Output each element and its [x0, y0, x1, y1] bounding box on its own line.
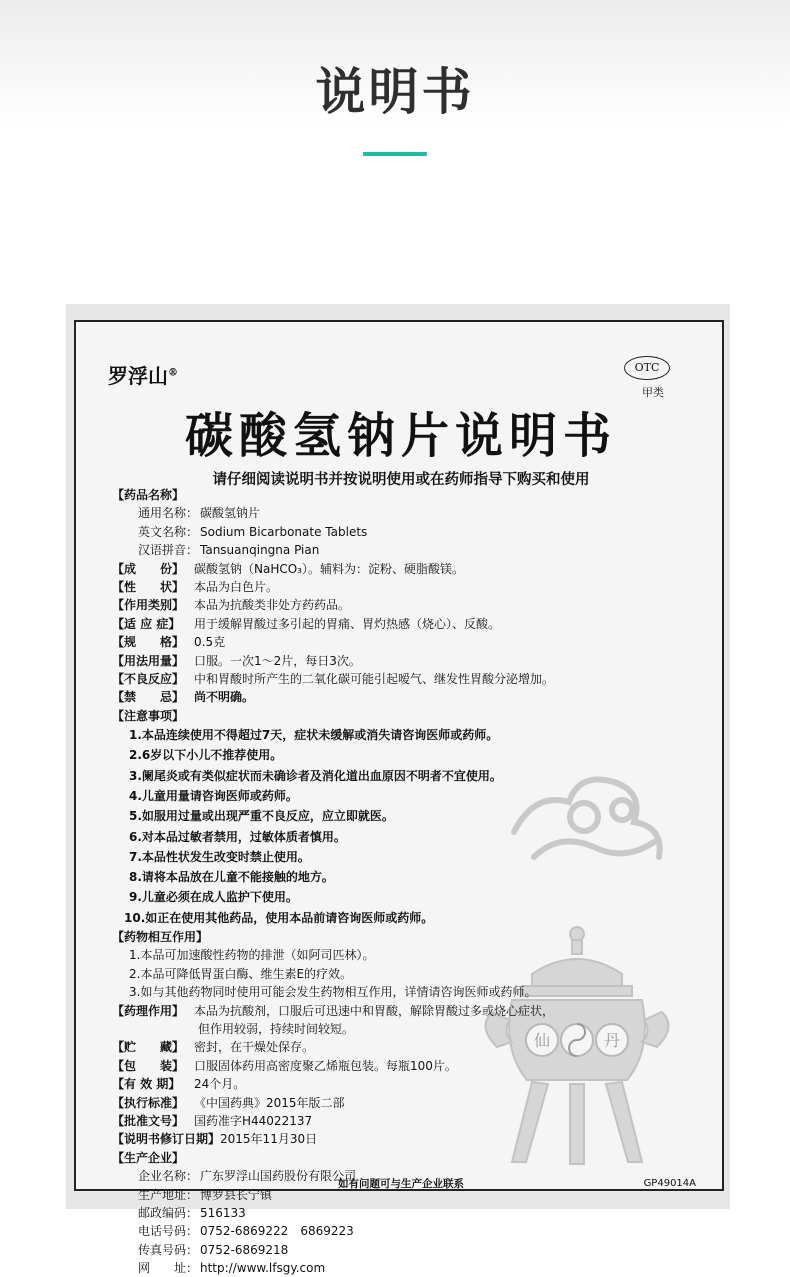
list-item: 9.儿童必须在成人监护下使用。 [129, 890, 298, 905]
registered-mark: ® [168, 367, 178, 379]
list-item: 3.阑尾炎或有类似症状而未确诊者及消化道出血原因不明者不宜使用。 [129, 768, 502, 783]
phone-row: 电话号码： 0752-6869222 6869223 [137, 1224, 354, 1239]
list-item: 4.儿童用量请咨询医师或药师。 [129, 788, 298, 803]
list-item: 10.如正在使用其他药品，使用本品前请咨询医师或药师。 [124, 910, 434, 925]
dosage-row: 【用法用量】 口服。一次1～2片，每日3次。 [112, 653, 361, 668]
list-item: 2.6岁以下小儿不推荐使用。 [129, 748, 283, 763]
pharmacology-row-cont: 但作用较弱，持续时间较短。 [198, 1022, 355, 1036]
list-item: 2.本品可降低胃蛋白酶、维生素E的疗效。 [129, 966, 353, 981]
fax-row: 传真号码： 0752-6869218 [137, 1242, 289, 1257]
postcode-row: 邮政编码： 516133 [137, 1205, 246, 1220]
brand-logo [108, 360, 178, 389]
package-row: 【包 装】 口服固体药用高密度聚乙烯瓶包装。每瓶100片。 [112, 1058, 457, 1073]
usage-notice: 请仔细阅读说明书并按说明使用或在药师指导下购买和使用 [212, 472, 590, 488]
otc-badge: OTC [624, 356, 670, 380]
category-row: 【作用类别】 本品为抗酸类非处方药药品。 [112, 598, 351, 613]
leaflet-title: 碳酸氢钠片说明书 [184, 408, 617, 464]
leaflet-frame [74, 320, 724, 1276]
list-item: 6.对本品过敏者禁用，过敏体质者慎用。 [129, 829, 346, 844]
pinyin-row: 汉语拼音： Tansuanqingna Pian [137, 543, 320, 558]
spec-row: 【规 格】 0.5克 [112, 635, 226, 650]
standard-row: 【执行标准】 《中国药典》2015年版二部 [112, 1095, 345, 1110]
manufacturer-header: 【生产企业】 [112, 1150, 185, 1165]
english-name-row: 英文名称： Sodium Bicarbonate Tablets [137, 524, 368, 539]
list-item: 3.如与其他药物同时使用可能会发生药物相互作用，详情请咨询医师或药师。 [129, 985, 537, 1000]
ingredients-row: 【成 份】 碳酸氢钠（NaHCO₃）。辅料为：淀粉、硬脂酸镁。 [112, 561, 464, 576]
list-item: 1.本品可加速酸性药物的排泄（如阿司匹林）。 [129, 948, 375, 963]
precautions-list [112, 725, 712, 928]
validity-row: 【有 效 期】 24个月。 [112, 1077, 246, 1092]
approval-row: 【批准文号】 国药准字H44022137 [112, 1113, 313, 1128]
document-code: GP49014A [643, 1178, 696, 1189]
page-title: 说明书 [315, 63, 475, 121]
urn-char-left: 仙 [533, 1031, 551, 1050]
revision-row: 【说明书修订日期】2015年11月30日 [112, 1132, 318, 1147]
title-underline [363, 152, 427, 156]
interactions-header: 【药物相互作用】 [112, 930, 209, 945]
leaflet-content [112, 486, 712, 1277]
list-item: 7.本品性状发生改变时禁止使用。 [129, 849, 310, 864]
leaflet-photo [66, 304, 730, 1276]
company-row: 企业名称： 广东罗浮山国药股份有限公司 [137, 1169, 357, 1184]
list-item: 1.本品连续使用不得超过7天，症状未缓解或消失请咨询医师或药师。 [129, 728, 499, 743]
brand-name: 罗浮山 [108, 364, 168, 388]
indications-row: 【适 应 症】 用于缓解胃酸过多引起的胃痛、胃灼热感（烧心）、反酸。 [112, 616, 501, 631]
precautions-header: 【注意事项】 [112, 708, 185, 723]
storage-row: 【贮 藏】 密封，在干燥处保存。 [112, 1040, 315, 1055]
generic-name-row: 通用名称： 碳酸氢钠片 [137, 506, 261, 521]
urn-char-right: 丹 [603, 1031, 621, 1050]
contraindications-row: 【禁 忌】 尚不明确。 [112, 690, 255, 705]
website-row: 网 址： http://www.lfsgy.com [137, 1261, 326, 1276]
contact-note: 如有问题可与生产企业联系 [338, 1178, 464, 1190]
address-row: 生产地址： 博罗县长宁镇 [137, 1187, 273, 1202]
pharmacology-row: 【药理作用】 本品为抗酸剂，口服后可迅速中和胃酸，解除胃酸过多或烧心症状， [112, 1003, 555, 1018]
list-item: 8.请将本品放在儿童不能接触的地方。 [129, 870, 334, 885]
otc-class: 甲类 [642, 386, 664, 399]
adverse-row: 【不良反应】 中和胃酸时所产生的二氧化碳可能引起嗳气、继发性胃酸分泌增加。 [112, 671, 555, 686]
appearance-row: 【性 状】 本品为白色片。 [112, 579, 279, 594]
section-name-header: 【药品名称】 [112, 488, 185, 502]
list-item: 5.如服用过量或出现严重不良反应，应立即就医。 [129, 809, 394, 824]
